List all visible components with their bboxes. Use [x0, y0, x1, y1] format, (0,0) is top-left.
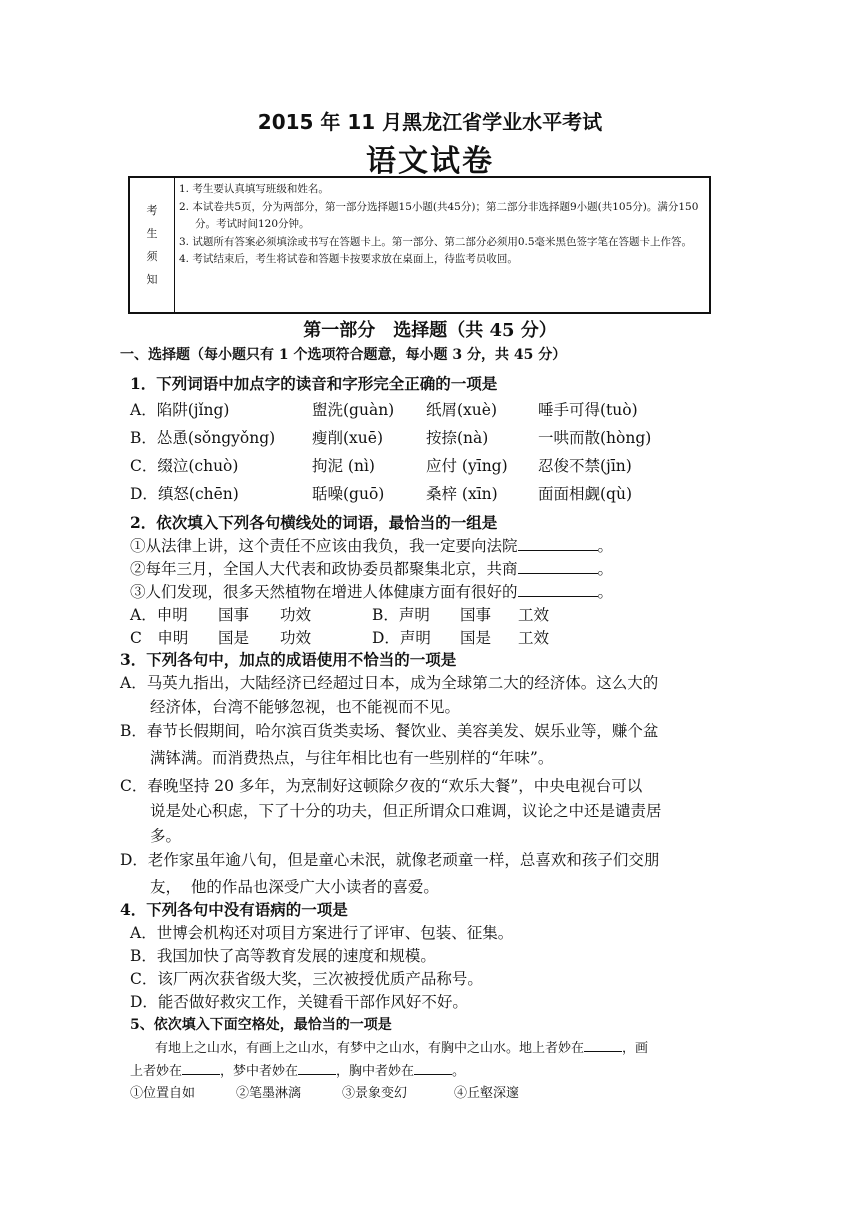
q3-option-c-cont: 说是处心积虑，下了十分的功夫，但正所谓众口难调，议论之中还是谴责居: [150, 802, 662, 820]
q3-option-b: B．春节长假期间，哈尔滨百货类卖场、餐饮业、美容美发、娱乐业等，赚个盆: [120, 722, 659, 740]
blank-line: [518, 559, 598, 574]
notice-label-cell: [130, 178, 175, 312]
q2-stem: 2．依次填入下列各句横线处的词语，最恰当的一组是: [130, 513, 498, 532]
q1-cell: 一哄而散(hòng): [538, 429, 652, 447]
q5-passage-line: [130, 1060, 465, 1079]
q2-option-word: A．申明: [130, 606, 188, 624]
q1-cell: 瘦削(xuē): [312, 429, 383, 447]
q1-cell: D．缜怒(chēn): [130, 485, 239, 503]
blank-line: [518, 582, 598, 597]
q2-option-word: 工效: [518, 629, 550, 647]
q1-cell: 按捺(nà): [426, 429, 489, 447]
q5-passage-text: 有地上之山水，有画上之山水，有梦中之山水，有胸中之山水。地上者妙在: [155, 1041, 585, 1056]
part-one-heading: 第一部分 选择题（共 45 分）: [303, 320, 557, 341]
notice-item: 2. 本试卷共5页，分为两部分，第一部分选择题15小题(共45分)；第二部分非选择题9小题(共105分)。满分150分。考试时间120分钟。: [179, 200, 699, 230]
q3-stem: 3．下列各句中，加点的成语使用不恰当的一项是: [120, 650, 457, 669]
q5-passage-text: 上者妙在: [130, 1064, 183, 1079]
blank-line: [298, 1062, 336, 1075]
q2-sentence-text: ②每年三月，全国人大代表和政协委员都聚集北京，共商: [130, 560, 518, 578]
q4-option-d: D．能否做好救灾工作，关键看干部作风好不好。: [130, 993, 468, 1011]
q2-option-word: 国事: [460, 606, 492, 624]
q3-option-a-cont: 经济体，台湾不能够忽视，也不能视而不见。: [150, 698, 461, 716]
exam-subtitle: 语文试卷: [366, 144, 494, 179]
q2-sentence-text: ③人们发现，很多天然植物在增进人体健康方面有很好的: [130, 583, 518, 601]
section-heading: 一、选择题（每小题只有 1 个选项符合题意，每小题 3 分，共 45 分）: [120, 347, 567, 363]
q5-option: ②笔墨淋漓: [236, 1086, 302, 1101]
q5-passage-text: ，胸中者妙在: [336, 1064, 415, 1079]
q1-cell: 唾手可得(tuò): [538, 401, 638, 419]
notice-item: 3. 试题所有答案必须填涂或书写在答题卡上。第一部分、第二部分必须用0.5毫米黑色签字笔在答题卡上作答。: [179, 235, 693, 248]
q1-cell: A．陷阱(jǐng): [130, 401, 230, 419]
q2-sentence-text: ①从法律上讲，这个责任不应该由我负，我一定要向法院: [130, 537, 518, 555]
q4-stem: 4．下列各句中没有语病的一项是: [120, 900, 348, 919]
q3-option-d-cont: 友， 他的作品也深受广大小读者的喜爱。: [150, 878, 439, 896]
q1-cell: 盥洗(guàn): [312, 401, 395, 419]
q2-sentence: [130, 557, 613, 579]
q1-cell: 忍俊不禁(jīn): [538, 457, 632, 475]
q1-cell: 纸屑(xuè): [426, 401, 497, 419]
q2-option-word: 工效: [518, 606, 550, 624]
q3-option-d: D．老作家虽年逾八旬，但是童心未泯，就像老顽童一样，总喜欢和孩子们交朋: [120, 851, 660, 869]
q4-option-b: B．我国加快了高等教育发展的速度和规模。: [130, 947, 436, 965]
q1-cell: 桑梓 (xīn): [426, 485, 498, 503]
notice-item: 4. 考试结束后，考生将试卷和答题卡按要求放在桌面上，待监考员收回。: [179, 253, 518, 265]
q2-option-word: D．声明: [372, 629, 431, 647]
notice-body: [175, 178, 709, 312]
sentence-end: 。: [597, 560, 614, 578]
q3-option-c: C．春晚坚持 20 多年，为烹制好这顿除夕夜的“欢乐大餐”，中央电视台可以: [120, 777, 643, 795]
q5-stem: 5、依次填入下面空格处，最恰当的一项是: [130, 1017, 392, 1033]
exam-title: 2015 年 11 月黑龙江省学业水平考试: [257, 110, 603, 134]
q2-option-word: 功效: [280, 606, 312, 624]
q3-option-c-cont: 多。: [150, 827, 182, 845]
q5-passage-line: [155, 1037, 648, 1056]
q2-option-word: 国是: [218, 629, 250, 647]
blank-line: [518, 536, 598, 551]
notice-item: 1. 考生要认真填写班级和姓名。: [179, 183, 329, 195]
sentence-end: 。: [597, 583, 614, 601]
blank-line: [182, 1062, 220, 1075]
blank-line: [584, 1039, 622, 1052]
q5-option: ①位置自如: [130, 1086, 196, 1101]
q3-option-b-cont: 满钵满。而消费热点，与往年相比也有一些别样的“年味”。: [150, 749, 554, 767]
q3-option-a: A．马英九指出，大陆经济已经超过日本，成为全球第二大的经济体。这么大的: [120, 674, 659, 692]
q2-option-word: B．声明: [372, 606, 430, 624]
q1-cell: 拘泥 (nì): [312, 457, 375, 475]
q1-cell: 面面相觑(qù): [538, 485, 632, 503]
q1-cell: 聒噪(guō): [312, 485, 385, 503]
q5-passage-text: ，梦中者妙在: [220, 1064, 299, 1079]
q5-passage-text: 。: [452, 1064, 466, 1079]
q2-option-word: 国事: [218, 606, 250, 624]
q5-passage-text: ，画: [622, 1041, 649, 1056]
q2-option-word: 国是: [460, 629, 492, 647]
notice-box: [128, 176, 711, 314]
notice-label: 考生须知: [146, 204, 158, 286]
q2-sentence: [130, 580, 613, 602]
q1-cell: B．怂恿(sǒngyǒng): [130, 429, 276, 447]
q2-option-word: C 申明: [130, 629, 189, 647]
q4-option-a: A．世博会机构还对项目方案进行了评审、包装、征集。: [130, 924, 514, 942]
q5-option: ③景象变幻: [342, 1086, 408, 1101]
q1-cell: 应付 (yīng): [426, 457, 508, 475]
q2-option-word: 功效: [280, 629, 312, 647]
q1-cell: C．缀泣(chuò): [130, 457, 239, 475]
q1-stem: 1．下列词语中加点字的读音和字形完全正确的一项是: [130, 374, 498, 393]
q2-sentence: [130, 534, 613, 556]
q5-option: ④丘壑深邃: [454, 1086, 520, 1101]
blank-line: [414, 1062, 452, 1075]
sentence-end: 。: [597, 537, 614, 555]
q4-option-c: C．该厂两次获省级大奖，三次被授优质产品称号。: [130, 970, 483, 988]
